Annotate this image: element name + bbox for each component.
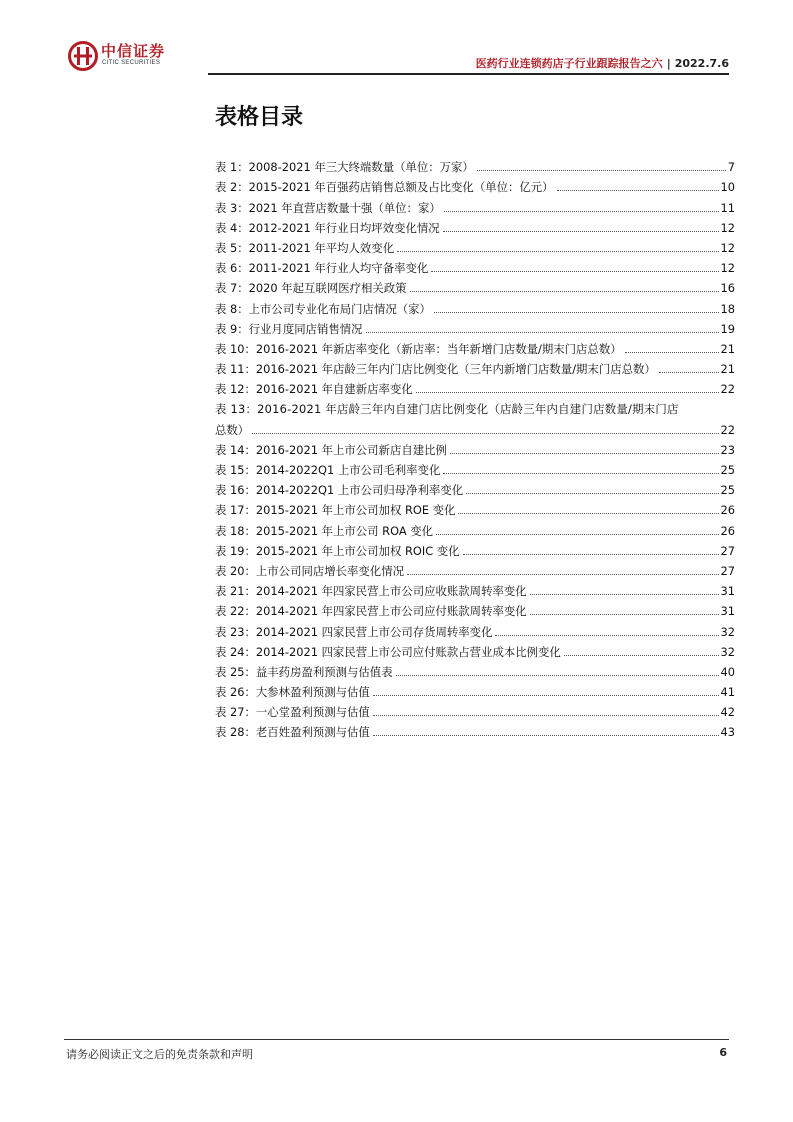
footer-disclaimer: 请务必阅读正文之后的免责条款和声明 — [66, 1048, 253, 1061]
header-report-info — [476, 55, 729, 71]
toc-entry-2[interactable]: 表 2：2015-2021 年百强药店销售总额及占比变化（单位：亿元） 10 — [215, 180, 735, 195]
toc-entry-27[interactable]: 表 27：一心堂盈利预测与估值 42 — [215, 705, 735, 720]
logo-chinese-text: 中信证券 — [101, 42, 166, 60]
page-number: 6 — [719, 1046, 727, 1059]
toc-entry-17[interactable]: 表 17：2015-2021 年上市公司加权 ROE 变化 26 — [215, 503, 735, 518]
toc-entry-12[interactable]: 表 12：2016-2021 年自建新店率变化 22 — [215, 382, 735, 397]
toc-entry-16[interactable]: 表 16：2014-2022Q1 上市公司归母净利率变化 25 — [215, 483, 735, 498]
toc-entry-10[interactable]: 表 10：2016-2021 年新店率变化（新店率：当年新增门店数量/期末门店总数） 21 — [215, 341, 735, 356]
toc-entry-19[interactable]: 表 19：2015-2021 年上市公司加权 ROIC 变化 27 — [215, 543, 735, 558]
toc-entry-26[interactable]: 表 26：大参林盈利预测与估值 41 — [215, 685, 735, 700]
toc-entry-3[interactable]: 表 3：2021 年直营店数量十强（单位：家） 11 — [215, 200, 735, 215]
toc-entry-7[interactable]: 表 7：2020 年起互联网医疗相关政策 16 — [215, 281, 735, 296]
toc-entry-4[interactable]: 表 4：2012-2021 年行业日均坪效变化情况 12 — [215, 220, 735, 235]
report-date: 2022.7.6 — [674, 57, 729, 70]
page-title: 表格目录 — [215, 105, 304, 130]
toc-entry-5[interactable]: 表 5：2011-2021 年平均人效变化 12 — [215, 240, 735, 255]
toc-entry-21[interactable]: 表 21：2014-2021 年四家民营上市公司应收账款周转率变化 31 — [215, 584, 735, 599]
toc-entry-6[interactable]: 表 6：2011-2021 年行业人均守备率变化 12 — [215, 261, 735, 276]
toc-entry-15[interactable]: 表 15：2014-2022Q1 上市公司毛利率变化 25 — [215, 463, 735, 477]
toc-entry-28[interactable]: 表 28：老百姓盈利预测与估值 43 — [215, 725, 735, 740]
citic-emblem-icon — [68, 41, 98, 71]
toc-entry-13-line2[interactable]: 总数） 22 — [215, 422, 735, 437]
toc-entry-11[interactable]: 表 11：2016-2021 年店龄三年内门店比例变化（三年内新增门店数量/期末门店总数） 21 — [215, 362, 735, 377]
toc-entry-8[interactable]: 表 8：上市公司专业化布局门店情况（家） 18 — [215, 301, 735, 316]
toc-entry-22[interactable]: 表 22：2014-2021 年四家民营上市公司应付账款周转率变化 31 — [215, 604, 735, 619]
citic-logo — [68, 39, 178, 75]
toc-entry-14[interactable]: 表 14：2016-2021 年上市公司新店自建比例 23 — [215, 442, 735, 457]
toc-entry-13-line1[interactable]: 表 13：2016-2021 年店龄三年内自建门店比例变化（店龄三年内自建门店数量/期末门店 — [215, 402, 679, 417]
footer-rule — [64, 1039, 729, 1040]
report-title: 医药行业连锁药店子行业跟踪报告之六 — [475, 57, 663, 70]
toc-entry-25[interactable]: 表 25：益丰药房盈利预测与估值表 40 — [215, 664, 735, 679]
toc-entry-24[interactable]: 表 24：2014-2021 四家民营上市公司应付账款占营业成本比例变化 32 — [215, 644, 735, 659]
table-of-contents — [215, 155, 735, 740]
toc-entry-20[interactable]: 表 20：上市公司同店增长率变化情况 27 — [215, 563, 735, 578]
toc-entry-1[interactable]: 表 1：2008-2021 年三大终端数量（单位：万家） 7 — [215, 160, 735, 175]
header-separator: | — [666, 57, 671, 70]
logo-english-text: CITIC SECURITIES — [102, 60, 161, 66]
toc-entry-18[interactable]: 表 18：2015-2021 年上市公司 ROA 变化 26 — [215, 523, 735, 538]
header-rule — [208, 73, 729, 75]
toc-entry-23[interactable]: 表 23：2014-2021 四家民营上市公司存货周转率变化 32 — [215, 624, 735, 639]
toc-entry-9[interactable]: 表 9：行业月度同店销售情况 19 — [215, 321, 735, 336]
